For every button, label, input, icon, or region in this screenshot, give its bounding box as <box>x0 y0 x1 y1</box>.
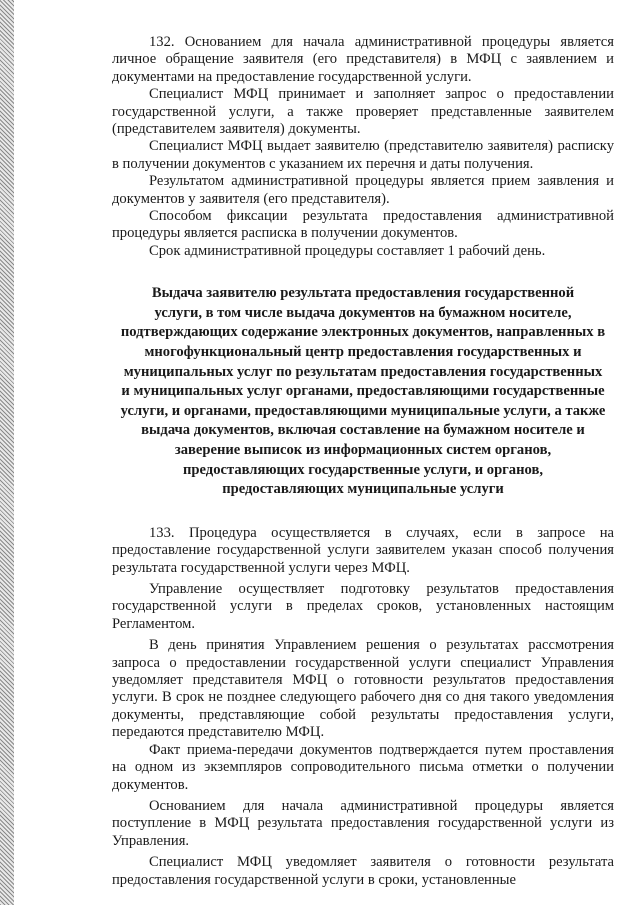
paragraph-specialist-accepts: Специалист МФЦ принимает и заполняет запрос о предоставлении государственной услуги, а также проверяет представленные заявителем (представителем заявителя) документы. <box>112 86 614 138</box>
paragraph-result: Результатом административной процедуры является прием заявления и документов у заявителя (его представителя). <box>112 173 614 207</box>
heading-line: услуги, в том числе выдача документов на бумажном носителе, <box>154 304 572 321</box>
heading-line: и муниципальных услуг органами, предоставляющими государственные <box>121 383 605 400</box>
paragraph-specialist-issues-receipt: Специалист МФЦ выдает заявителю (представителю заявителя) расписку в получении документов с указанием их перечня и даты получения. <box>112 138 614 172</box>
paragraph-procedure-basis: Основанием для начала административной процедуры является поступление в МФЦ результата предоставления государственной услуги из Управления. <box>112 797 614 849</box>
document-page <box>112 34 614 889</box>
paragraph-132: 132. Основанием для начала административной процедуры является личное обращение заявителя (его представителя) в МФЦ с заявлением и документами на предоставление государственной услуги. <box>112 34 614 85</box>
paragraph-133: 133. Процедура осуществляется в случаях, если в запросе на предоставление государственной услуги заявителем указан способ получения результата государственной услуги через МФЦ. <box>112 524 614 576</box>
heading-line: многофункциональный центр предоставления государственных и <box>144 344 582 361</box>
paragraph-specialist-notifies: Специалист МФЦ уведомляет заявителя о готовности результата предоставления государственной услуги в сроки, установленные <box>112 854 614 888</box>
heading-line: выдача документов, включая составление на бумажном носителе и <box>141 422 585 439</box>
scan-edge-border <box>0 0 14 905</box>
heading-line: Выдача заявителю результата предоставления государственной <box>151 285 575 302</box>
heading-line: муниципальных услуг по результатам предоставления государственных <box>123 363 603 380</box>
heading-line: подтверждающих содержание электронных документов, направленных в <box>120 324 606 341</box>
paragraph-term: Срок административной процедуры составляет 1 рабочий день. <box>149 242 546 259</box>
heading-line: заверение выписок из информационных систем органов, <box>174 442 552 459</box>
paragraph-transfer-fact: Факт приема-передачи документов подтверждается путем проставления на одном из экземпляров сопроводительного письма отметки о получении документов. <box>112 741 614 793</box>
paragraph-fixation-method: Способом фиксации результата предоставления административной процедуры является расписка в получении документов. <box>112 208 614 242</box>
section-heading <box>112 284 614 500</box>
paragraph-decision-day: В день принятия Управлением решения о результатах рассмотрения запроса о предоставлении государственной услуги специалист Управления уведомляет представителя МФЦ о готовности результатов предоставления услуги. В срок не позднее следующего рабочего дня со дня такого уведомления документы, представляющие собой результаты предоставления услуги, передаются представителю МФЦ. <box>112 637 614 741</box>
heading-line: предоставляющих муниципальные услуги <box>222 481 504 498</box>
heading-line: предоставляющих государственные услуги, и органов, <box>183 461 543 478</box>
heading-line: услуги, и органами, предоставляющими муниципальные услуги, а также <box>120 402 606 419</box>
paragraph-department-prepares: Управление осуществляет подготовку результатов предоставления государственной услуги в пределах сроков, установленных настоящим Регламентом. <box>112 581 614 632</box>
